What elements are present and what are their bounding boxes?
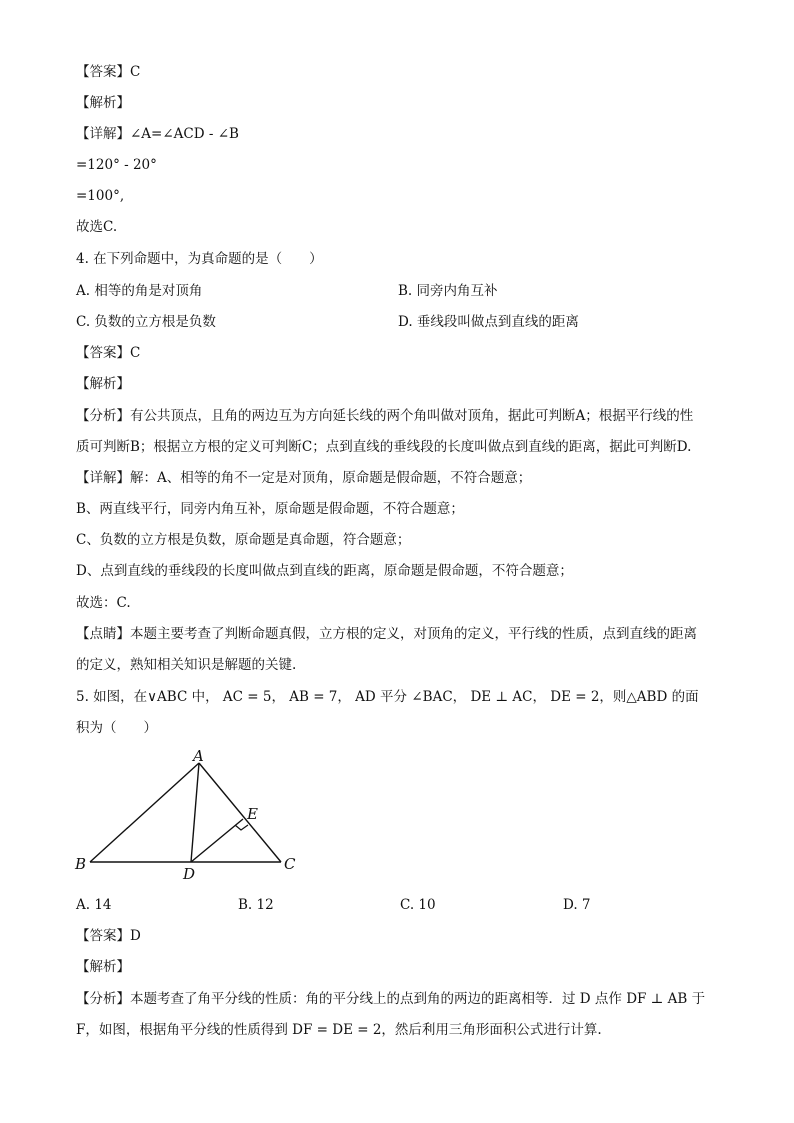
q4-dianjing-line-1: 【点睛】本题主要考查了判断命题真假，立方根的定义，对顶角的定义，平行线的性质，点到直线的距离 [76,626,697,642]
q4-stem: 4. 在下列命题中，为真命题的是（ ） [76,251,323,267]
q4-analysis-heading: 【解析】 [76,376,130,392]
right-angle-marker [235,825,248,830]
q3-choose: 故选C. [76,219,118,235]
segment-ac [199,763,281,862]
segment-ad [191,763,199,862]
q4-detail-a: 【详解】解：A、相等的角不一定是对顶角，原命题是假命题，不符合题意； [76,470,532,486]
q3-answer: 【答案】C [76,64,141,80]
segment-ab [90,763,199,862]
q3-step-2: =100°, [76,188,125,204]
q4-option-a: A. 相等的角是对顶角 [76,283,203,299]
q4-choose: 故选：C. [76,595,131,611]
label-e: E [247,805,258,823]
q3-step-1: =120° - 20° [76,157,157,173]
q5-fenxi-line-1: 【分析】本题考查了角平分线的性质：角的平分线上的点到角的两边的距离相等．过 D 点作 DF ⊥ AB 于 [76,991,706,1007]
q4-option-c: C. 负数的立方根是负数 [76,314,216,330]
q5-stem-line-1: 5. 如图，在∨ABC 中， AC = 5， AB = 7， AD 平分 ∠BAC， DE ⊥ AC， DE = 2，则△ABD 的面 [76,689,699,705]
label-b: B [75,855,87,873]
q5-stem-line-2: 积为（ ） [76,720,157,736]
q4-fenxi-line-2: 质可判断B；根据立方根的定义可判断C；点到直线的垂线段的长度叫做点到直线的距离，据此可判断D. [76,439,692,455]
q4-detail-b: B、两直线平行，同旁内角互补，原命题是假命题，不符合题意； [76,501,464,517]
label-a: A [193,747,204,765]
q5-option-c: C. 10 [400,897,436,913]
q4-dianjing-line-2: 的定义，熟知相关知识是解题的关键. [76,657,297,673]
q4-option-d: D. 垂线段叫做点到直线的距离 [398,314,579,330]
q4-detail-c: C、负数的立方根是负数，原命题是真命题，符合题意； [76,532,411,548]
q5-option-d: D. 7 [563,897,591,913]
q5-option-b: B. 12 [238,897,274,913]
q5-analysis-heading: 【解析】 [76,959,130,975]
triangle-figure [70,745,330,885]
q5-answer: 【答案】D [76,928,141,944]
q4-answer: 【答案】C [76,345,141,361]
q3-detail: 【详解】∠A=∠ACD - ∠B [76,126,239,142]
q4-detail-d: D、点到直线的垂线段的长度叫做点到直线的距离，原命题是假命题，不符合题意； [76,563,573,579]
label-c: C [284,855,296,873]
q4-option-b: B. 同旁内角互补 [398,283,498,299]
q3-analysis-heading: 【解析】 [76,95,130,111]
q5-fenxi-line-2: F，如图，根据角平分线的性质得到 DF = DE = 2，然后利用三角形面积公式进行计算. [76,1022,602,1038]
q4-fenxi-line-1: 【分析】有公共顶点，且角的两边互为方向延长线的两个角叫做对顶角，据此可判断A；根据平行线的性 [76,408,694,424]
q5-option-a: A. 14 [76,897,112,913]
label-d: D [183,865,196,883]
